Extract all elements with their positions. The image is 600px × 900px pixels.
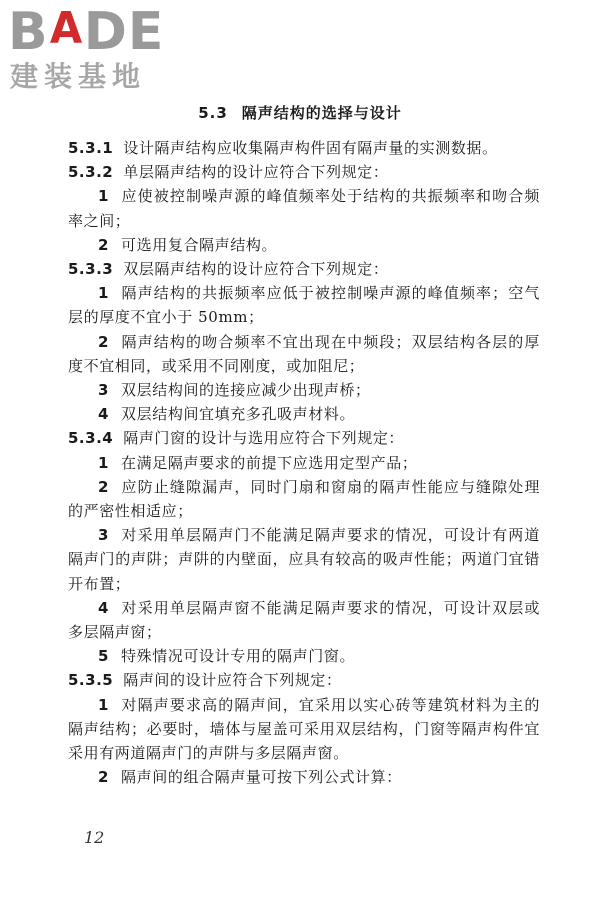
document-body	[68, 136, 540, 789]
item-number: 2	[98, 768, 110, 787]
logo-letter-b: B	[8, 2, 49, 62]
list-item	[68, 378, 540, 402]
item-number: 2	[98, 235, 110, 254]
item-text: 应防止缝隙漏声，同时门扇和窗扇的隔声性能应与缝隙处理的严密性相适应；	[68, 477, 540, 521]
clause-text: 隔声间的设计应符合下列规定：	[123, 671, 342, 690]
list-item	[68, 475, 540, 523]
item-number: 1	[98, 284, 110, 303]
item-number: 3	[98, 381, 110, 400]
clause-text: 单层隔声结构的设计应符合下列规定：	[123, 163, 389, 182]
list-item	[68, 693, 540, 766]
item-text: 对隔声要求高的隔声间，宜采用以实心砖等建筑材料为主的隔声结构；必要时，墙体与屋盖可采用双层结构，门窗等隔声构件宜采用有两道隔声门的声阱与多层隔声窗。	[68, 695, 540, 763]
list-item	[68, 765, 540, 789]
clause-paragraph	[68, 668, 540, 692]
item-text: 隔声结构的共振频率应低于被控制噪声源的峰值频率；空气层的厚度不宜小于 50mm；	[68, 284, 540, 327]
list-item	[68, 402, 540, 426]
list-item	[68, 184, 540, 232]
clause-number: 5.3.2	[68, 163, 114, 182]
clause-paragraph	[68, 426, 540, 450]
item-text: 双层结构间宜填充多孔吸声材料。	[121, 405, 356, 424]
logo-subtitle: 建装基地	[10, 60, 147, 93]
clause-number: 5.3.3	[68, 260, 114, 279]
section-number: 5.3	[198, 104, 228, 122]
section-heading	[0, 102, 600, 123]
list-item	[68, 644, 540, 668]
clause-text: 隔声门窗的设计与选用应符合下列规定：	[123, 429, 405, 448]
list-item	[68, 451, 540, 475]
item-text: 对采用单层隔声窗不能满足隔声要求的情况，可设计双层或多层隔声窗；	[68, 598, 540, 642]
item-number: 1	[98, 695, 110, 714]
item-number: 4	[98, 598, 110, 617]
clause-number: 5.3.5	[68, 671, 114, 690]
clause-paragraph	[68, 257, 540, 281]
section-title-text: 隔声结构的选择与设计	[241, 104, 402, 122]
item-number: 5	[98, 647, 110, 666]
clause-number: 5.3.4	[68, 429, 114, 448]
list-item	[68, 233, 540, 257]
item-number: 1	[98, 453, 110, 472]
bade-logo	[8, 2, 178, 96]
item-text: 在满足隔声要求的前提下应选用定型产品；	[121, 453, 418, 472]
list-item	[68, 281, 540, 329]
logo-wordmark	[8, 2, 165, 62]
item-text: 对采用单层隔声门不能满足隔声要求的情况，可设计有两道隔声门的声阱；声阱的内壁面，应具有较高的吸声性能；两道门宜错开布置；	[68, 526, 540, 593]
clause-paragraph	[68, 160, 540, 184]
item-text: 可选用复合隔声结构。	[121, 235, 278, 254]
logo-letter-a-accent: A	[49, 3, 83, 54]
item-number: 1	[98, 187, 110, 206]
list-item	[68, 596, 540, 644]
logo-letters-de: DE	[83, 2, 165, 62]
clause-text: 双层隔声结构的设计应符合下列规定：	[123, 260, 389, 279]
item-number: 2	[98, 477, 110, 496]
item-text: 特殊情况可设计专用的隔声门窗。	[121, 647, 356, 666]
item-number: 3	[98, 526, 110, 545]
item-text: 双层结构间的连接应减少出现声桥；	[121, 381, 371, 400]
page-number: 12	[84, 828, 105, 847]
list-item	[68, 523, 540, 596]
clause-number: 5.3.1	[68, 139, 114, 157]
clause-paragraph	[68, 136, 540, 160]
list-item	[68, 330, 540, 378]
item-text: 隔声结构的吻合频率不宜出现在中频段；双层结构各层的厚度不宜相同，或采用不同刚度，或加阻尼；	[68, 332, 540, 375]
item-text: 应使被控制噪声源的峰值频率处于结构的共振频率和吻合频率之间；	[68, 187, 540, 230]
item-text: 隔声间的组合隔声量可按下列公式计算：	[121, 768, 402, 787]
item-number: 2	[98, 332, 110, 351]
item-number: 4	[98, 405, 110, 424]
clause-text: 设计隔声结构应收集隔声构件固有隔声量的实测数据。	[123, 139, 498, 157]
